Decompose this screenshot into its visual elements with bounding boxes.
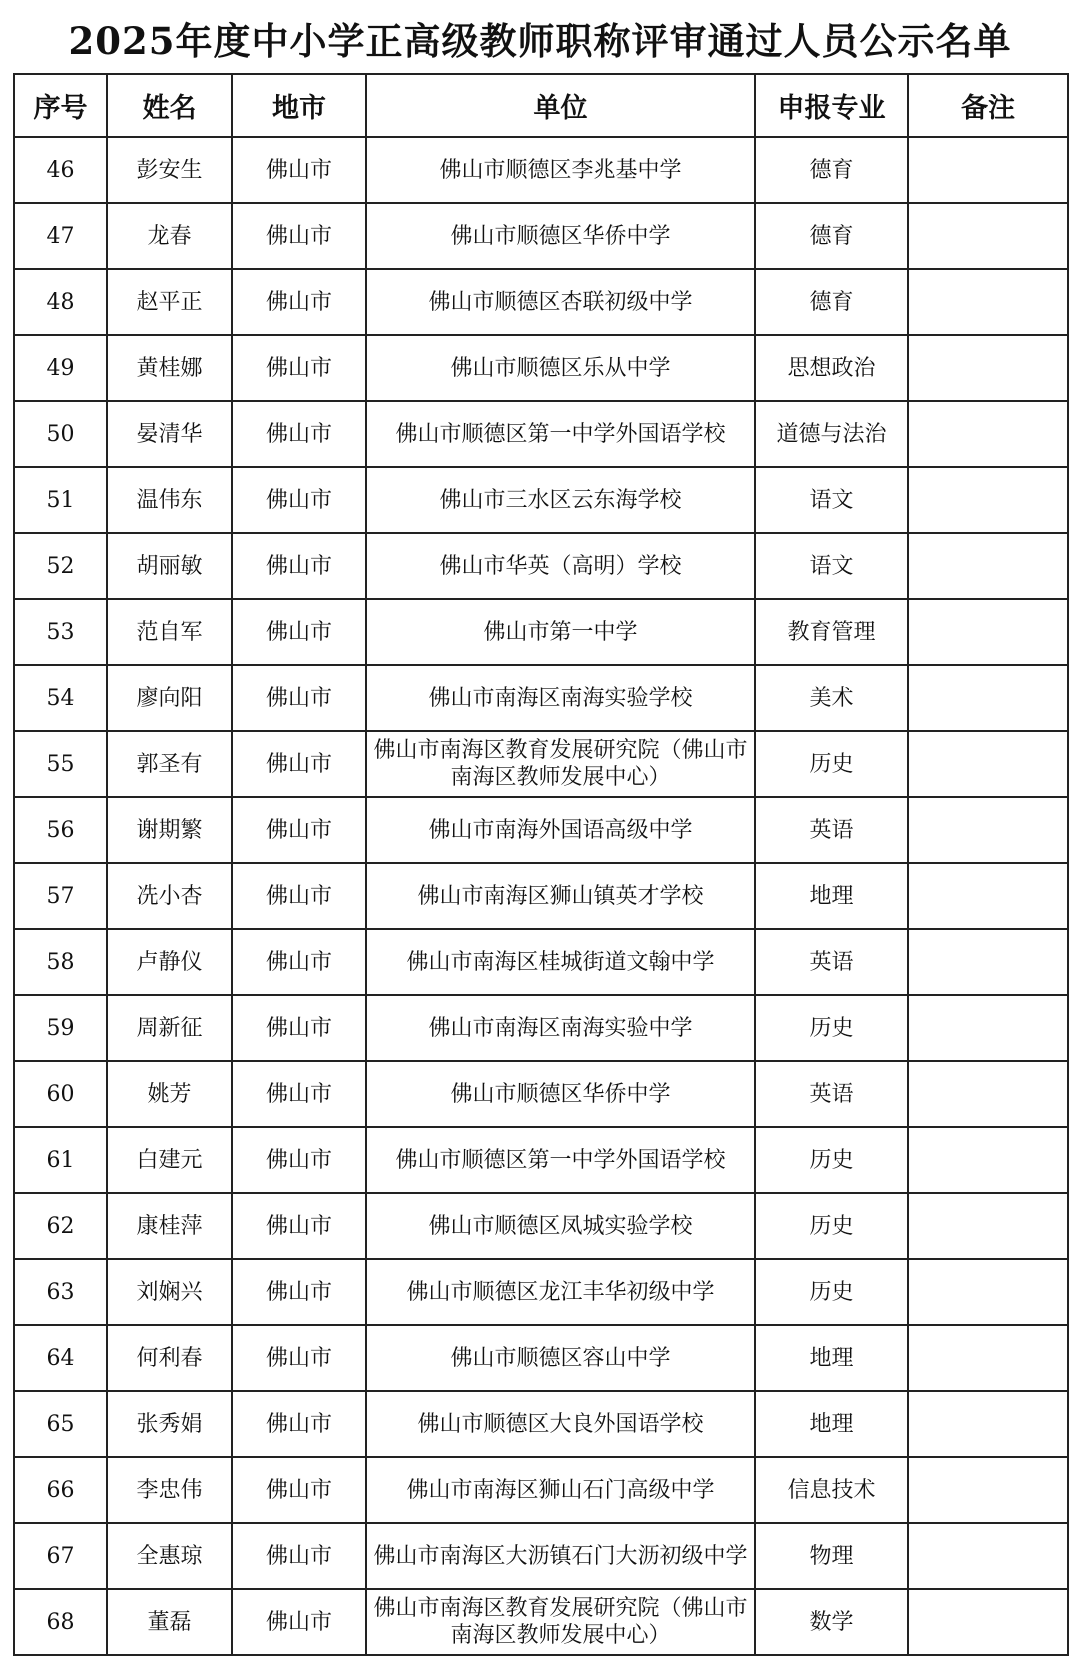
cell-city: 佛山市 bbox=[232, 995, 366, 1061]
cell-city: 佛山市 bbox=[232, 1259, 366, 1325]
cell-name: 温伟东 bbox=[107, 467, 232, 533]
cell-index: 47 bbox=[14, 203, 107, 269]
cell-city: 佛山市 bbox=[232, 335, 366, 401]
cell-index: 55 bbox=[14, 731, 107, 797]
cell-name: 彭安生 bbox=[107, 137, 232, 203]
cell-name: 范自军 bbox=[107, 599, 232, 665]
cell-city: 佛山市 bbox=[232, 1127, 366, 1193]
cell-subject: 英语 bbox=[755, 1061, 908, 1127]
table-row bbox=[14, 1259, 1068, 1325]
cell-city: 佛山市 bbox=[232, 1391, 366, 1457]
cell-unit: 佛山市南海区大沥镇石门大沥初级中学 bbox=[366, 1523, 755, 1589]
cell-city: 佛山市 bbox=[232, 1325, 366, 1391]
table-row bbox=[14, 533, 1068, 599]
table-row bbox=[14, 797, 1068, 863]
cell-name: 龙春 bbox=[107, 203, 232, 269]
cell-unit: 佛山市顺德区龙江丰华初级中学 bbox=[366, 1259, 755, 1325]
cell-remarks bbox=[908, 599, 1068, 665]
cell-remarks bbox=[908, 1391, 1068, 1457]
cell-name: 廖向阳 bbox=[107, 665, 232, 731]
cell-index: 64 bbox=[14, 1325, 107, 1391]
table-row bbox=[14, 929, 1068, 995]
cell-name: 全惠琼 bbox=[107, 1523, 232, 1589]
cell-index: 56 bbox=[14, 797, 107, 863]
cell-city: 佛山市 bbox=[232, 929, 366, 995]
cell-index: 49 bbox=[14, 335, 107, 401]
cell-name: 冼小杏 bbox=[107, 863, 232, 929]
cell-index: 63 bbox=[14, 1259, 107, 1325]
table-row bbox=[14, 1589, 1068, 1655]
cell-subject: 语文 bbox=[755, 467, 908, 533]
cell-remarks bbox=[908, 269, 1068, 335]
cell-index: 66 bbox=[14, 1457, 107, 1523]
cell-unit: 佛山市南海区狮山石门高级中学 bbox=[366, 1457, 755, 1523]
cell-name: 张秀娟 bbox=[107, 1391, 232, 1457]
cell-city: 佛山市 bbox=[232, 269, 366, 335]
table-row bbox=[14, 599, 1068, 665]
cell-remarks bbox=[908, 533, 1068, 599]
cell-remarks bbox=[908, 401, 1068, 467]
cell-index: 65 bbox=[14, 1391, 107, 1457]
cell-city: 佛山市 bbox=[232, 797, 366, 863]
cell-name: 胡丽敏 bbox=[107, 533, 232, 599]
cell-city: 佛山市 bbox=[232, 1061, 366, 1127]
roster-table bbox=[13, 73, 1069, 1656]
cell-subject: 英语 bbox=[755, 929, 908, 995]
cell-index: 57 bbox=[14, 863, 107, 929]
table-row bbox=[14, 1127, 1068, 1193]
cell-remarks bbox=[908, 137, 1068, 203]
cell-subject: 历史 bbox=[755, 731, 908, 797]
cell-unit: 佛山市顺德区乐从中学 bbox=[366, 335, 755, 401]
header-name: 姓名 bbox=[107, 74, 232, 137]
cell-city: 佛山市 bbox=[232, 731, 366, 797]
cell-unit: 佛山市顺德区李兆基中学 bbox=[366, 137, 755, 203]
cell-unit: 佛山市南海区桂城街道文翰中学 bbox=[366, 929, 755, 995]
cell-remarks bbox=[908, 995, 1068, 1061]
cell-subject: 历史 bbox=[755, 1259, 908, 1325]
table-row bbox=[14, 1391, 1068, 1457]
cell-unit: 佛山市第一中学 bbox=[366, 599, 755, 665]
cell-remarks bbox=[908, 1127, 1068, 1193]
cell-name: 赵平正 bbox=[107, 269, 232, 335]
cell-subject: 美术 bbox=[755, 665, 908, 731]
cell-remarks bbox=[908, 863, 1068, 929]
cell-unit: 佛山市南海区南海实验学校 bbox=[366, 665, 755, 731]
cell-index: 52 bbox=[14, 533, 107, 599]
header-city: 地市 bbox=[232, 74, 366, 137]
cell-name: 白建元 bbox=[107, 1127, 232, 1193]
cell-name: 刘娴兴 bbox=[107, 1259, 232, 1325]
header-remarks: 备注 bbox=[908, 74, 1068, 137]
table-row bbox=[14, 1457, 1068, 1523]
cell-city: 佛山市 bbox=[232, 203, 366, 269]
cell-subject: 历史 bbox=[755, 1193, 908, 1259]
cell-unit: 佛山市华英（高明）学校 bbox=[366, 533, 755, 599]
cell-unit: 佛山市顺德区容山中学 bbox=[366, 1325, 755, 1391]
cell-name: 康桂萍 bbox=[107, 1193, 232, 1259]
cell-index: 53 bbox=[14, 599, 107, 665]
table-row bbox=[14, 269, 1068, 335]
cell-city: 佛山市 bbox=[232, 863, 366, 929]
cell-city: 佛山市 bbox=[232, 1589, 366, 1655]
cell-subject: 英语 bbox=[755, 797, 908, 863]
header-index: 序号 bbox=[14, 74, 107, 137]
cell-subject: 德育 bbox=[755, 203, 908, 269]
cell-remarks bbox=[908, 335, 1068, 401]
cell-remarks bbox=[908, 1325, 1068, 1391]
cell-unit: 佛山市三水区云东海学校 bbox=[366, 467, 755, 533]
cell-index: 48 bbox=[14, 269, 107, 335]
cell-unit: 佛山市南海区教育发展研究院（佛山市南海区教师发展中心） bbox=[366, 731, 755, 797]
table-row bbox=[14, 863, 1068, 929]
cell-unit: 佛山市顺德区大良外国语学校 bbox=[366, 1391, 755, 1457]
cell-index: 54 bbox=[14, 665, 107, 731]
cell-unit: 佛山市顺德区杏联初级中学 bbox=[366, 269, 755, 335]
cell-unit: 佛山市顺德区华侨中学 bbox=[366, 203, 755, 269]
cell-remarks bbox=[908, 1523, 1068, 1589]
table-row bbox=[14, 467, 1068, 533]
cell-subject: 道德与法治 bbox=[755, 401, 908, 467]
cell-subject: 地理 bbox=[755, 863, 908, 929]
cell-subject: 历史 bbox=[755, 995, 908, 1061]
cell-subject: 思想政治 bbox=[755, 335, 908, 401]
cell-unit: 佛山市南海区教育发展研究院（佛山市南海区教师发展中心） bbox=[366, 1589, 755, 1655]
table-row bbox=[14, 1193, 1068, 1259]
table-row bbox=[14, 1325, 1068, 1391]
cell-index: 58 bbox=[14, 929, 107, 995]
cell-unit: 佛山市南海区南海实验中学 bbox=[366, 995, 755, 1061]
cell-city: 佛山市 bbox=[232, 533, 366, 599]
cell-subject: 物理 bbox=[755, 1523, 908, 1589]
cell-remarks bbox=[908, 797, 1068, 863]
cell-remarks bbox=[908, 467, 1068, 533]
cell-name: 黄桂娜 bbox=[107, 335, 232, 401]
cell-subject: 语文 bbox=[755, 533, 908, 599]
cell-city: 佛山市 bbox=[232, 599, 366, 665]
table-row bbox=[14, 203, 1068, 269]
cell-subject: 教育管理 bbox=[755, 599, 908, 665]
cell-remarks bbox=[908, 1193, 1068, 1259]
cell-subject: 地理 bbox=[755, 1391, 908, 1457]
cell-name: 卢静仪 bbox=[107, 929, 232, 995]
cell-remarks bbox=[908, 1259, 1068, 1325]
header-row bbox=[14, 74, 1068, 137]
table-row bbox=[14, 665, 1068, 731]
table-row bbox=[14, 137, 1068, 203]
cell-unit: 佛山市南海外国语高级中学 bbox=[366, 797, 755, 863]
document-title: 2025年度中小学正高级教师职称评审通过人员公示名单 bbox=[68, 19, 1012, 63]
cell-unit: 佛山市顺德区凤城实验学校 bbox=[366, 1193, 755, 1259]
cell-name: 郭圣有 bbox=[107, 731, 232, 797]
cell-name: 董磊 bbox=[107, 1589, 232, 1655]
cell-remarks bbox=[908, 1457, 1068, 1523]
cell-name: 谢期繁 bbox=[107, 797, 232, 863]
cell-subject: 地理 bbox=[755, 1325, 908, 1391]
table-row bbox=[14, 401, 1068, 467]
cell-name: 何利春 bbox=[107, 1325, 232, 1391]
cell-remarks bbox=[908, 665, 1068, 731]
cell-city: 佛山市 bbox=[232, 665, 366, 731]
cell-index: 61 bbox=[14, 1127, 107, 1193]
cell-index: 62 bbox=[14, 1193, 107, 1259]
cell-name: 李忠伟 bbox=[107, 1457, 232, 1523]
cell-name: 周新征 bbox=[107, 995, 232, 1061]
cell-subject: 德育 bbox=[755, 137, 908, 203]
cell-name: 姚芳 bbox=[107, 1061, 232, 1127]
cell-index: 67 bbox=[14, 1523, 107, 1589]
cell-city: 佛山市 bbox=[232, 1523, 366, 1589]
table-row bbox=[14, 1061, 1068, 1127]
cell-index: 51 bbox=[14, 467, 107, 533]
cell-unit: 佛山市南海区狮山镇英才学校 bbox=[366, 863, 755, 929]
table-header bbox=[14, 74, 1068, 137]
header-subject: 申报专业 bbox=[755, 74, 908, 137]
cell-index: 68 bbox=[14, 1589, 107, 1655]
cell-remarks bbox=[908, 1061, 1068, 1127]
cell-name: 晏清华 bbox=[107, 401, 232, 467]
cell-unit: 佛山市顺德区第一中学外国语学校 bbox=[366, 401, 755, 467]
cell-index: 59 bbox=[14, 995, 107, 1061]
cell-unit: 佛山市顺德区第一中学外国语学校 bbox=[366, 1127, 755, 1193]
cell-remarks bbox=[908, 1589, 1068, 1655]
table-body bbox=[14, 137, 1068, 1655]
table-row bbox=[14, 731, 1068, 797]
cell-remarks bbox=[908, 731, 1068, 797]
cell-city: 佛山市 bbox=[232, 1457, 366, 1523]
cell-subject: 德育 bbox=[755, 269, 908, 335]
cell-remarks bbox=[908, 929, 1068, 995]
cell-unit: 佛山市顺德区华侨中学 bbox=[366, 1061, 755, 1127]
cell-city: 佛山市 bbox=[232, 1193, 366, 1259]
table-row bbox=[14, 995, 1068, 1061]
cell-index: 50 bbox=[14, 401, 107, 467]
cell-index: 60 bbox=[14, 1061, 107, 1127]
cell-subject: 数学 bbox=[755, 1589, 908, 1655]
cell-remarks bbox=[908, 203, 1068, 269]
table-row bbox=[14, 1523, 1068, 1589]
cell-city: 佛山市 bbox=[232, 137, 366, 203]
cell-city: 佛山市 bbox=[232, 467, 366, 533]
table-row bbox=[14, 335, 1068, 401]
cell-city: 佛山市 bbox=[232, 401, 366, 467]
cell-index: 46 bbox=[14, 137, 107, 203]
cell-subject: 信息技术 bbox=[755, 1457, 908, 1523]
header-unit: 单位 bbox=[366, 74, 755, 137]
cell-subject: 历史 bbox=[755, 1127, 908, 1193]
